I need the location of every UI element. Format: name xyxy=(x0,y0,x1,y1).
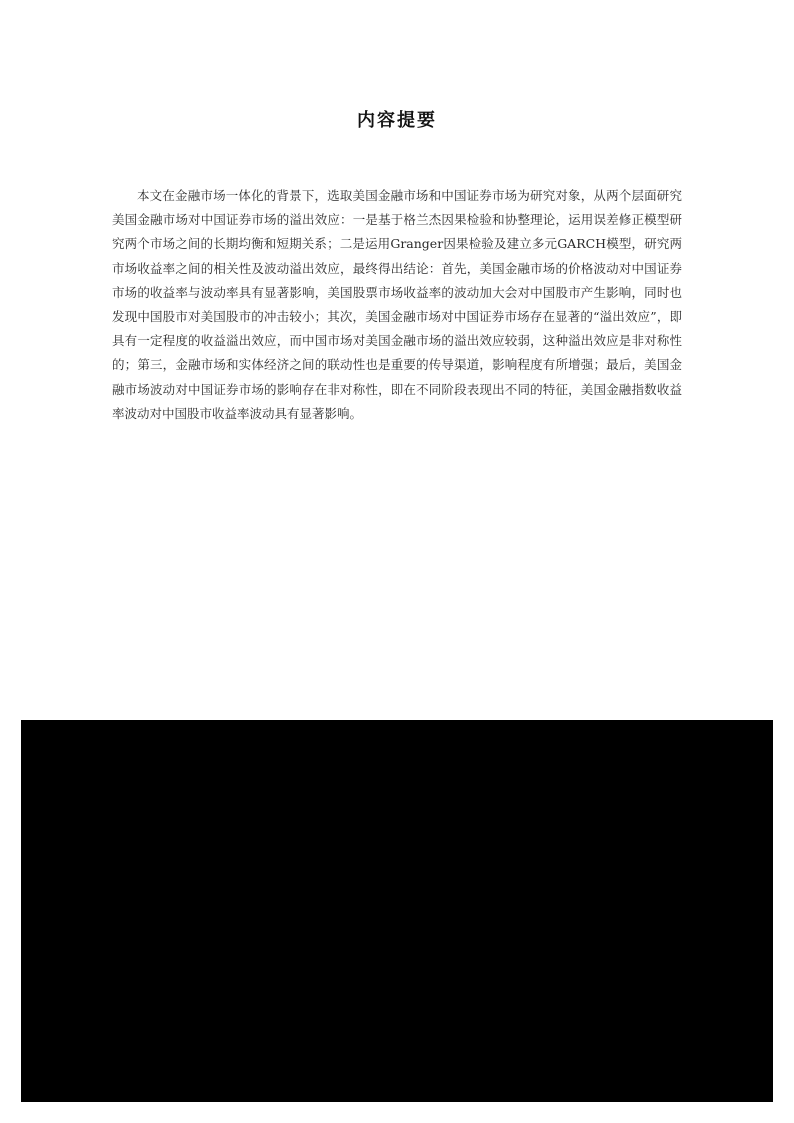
page-title: 内容提要 xyxy=(357,110,437,131)
abstract-body xyxy=(112,184,682,426)
redacted-image-block xyxy=(21,720,773,1102)
abstract-paragraph: 本文在金融市场一体化的背景下，选取美国金融市场和中国证券市场为研究对象，从两个层面研究美国金融市场对中国证券市场的溢出效应：一是基于格兰杰因果检验和协整理论，运用误差修正模型研究两个市场之间的长期均衡和短期关系；二是运用Granger因果检验及建立多元GARCH模型，研究两市场收益率之间的相关性及波动溢出效应，最终得出结论：首先，美国金融市场的价格波动对中国证券市场的收益率与波动率具有显著影响，美国股票市场收益率的波动加大会对中国股市产生影响，同时也发现中国股市对美国股市的冲击较小；其次，美国金融市场对中国证券市场存在显著的“溢出效应”，即具有一定程度的收益溢出效应，而中国市场对美国金融市场的溢出效应较弱，这种溢出效应是非对称性的；第三，金融市场和实体经济之间的联动性也是重要的传导渠道，影响程度有所增强；最后，美国金融市场波动对中国证券市场的影响存在非对称性，即在不同阶段表现出不同的特征，美国金融指数收益率波动对中国股市收益率波动具有显著影响。 xyxy=(112,188,682,421)
